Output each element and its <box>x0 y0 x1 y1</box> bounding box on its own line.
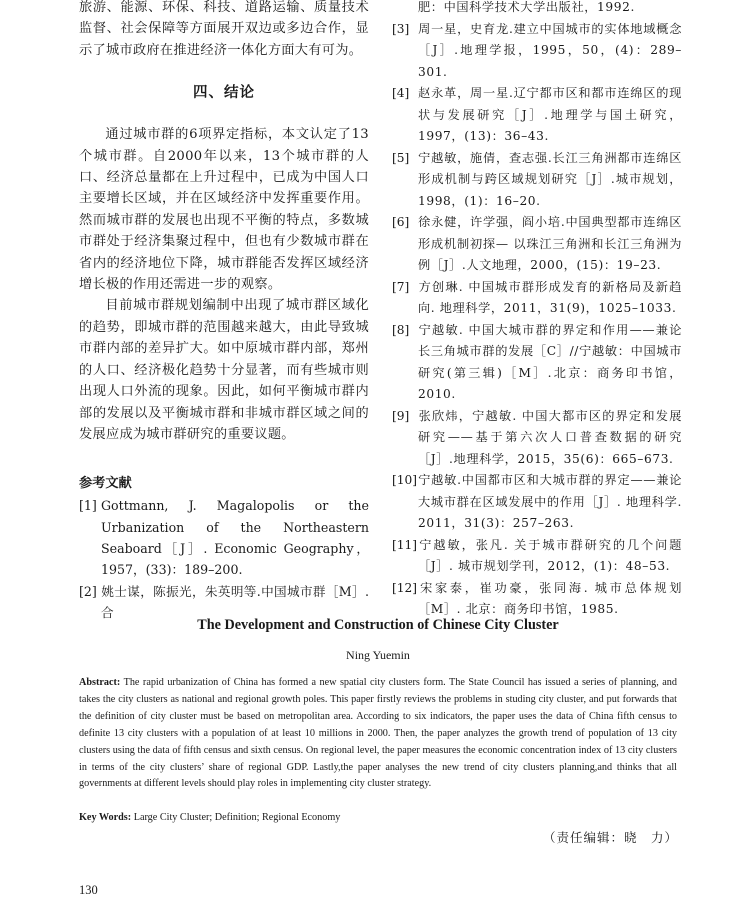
reference-text: 宋家泰，崔功豪，张同海. 城市总体规划［M］. 北京：商务印书馆，1985. <box>418 580 682 616</box>
reference-number: [11] <box>392 537 418 552</box>
abstract-label: Abstract: <box>79 677 121 688</box>
english-title: The Development and Construction of Chinese City Cluster <box>197 617 559 633</box>
reference-text: Gottmann, J. Magalopolis or the Urbanization of the Northeastern Seaboard［J］. Economic Geography，1957，(33)：189–200. <box>101 498 369 578</box>
english-abstract <box>79 675 677 793</box>
keywords-text: Large City Cluster; Definition; Regional Economy <box>133 812 341 823</box>
references-heading: 参考文献 <box>79 476 132 492</box>
reference-item <box>392 83 682 148</box>
right-column <box>392 0 682 621</box>
reference-text: 宁越敏.中国都市区和大城市群的界定——兼论大城市群在区域发展中的作用［J］. 地理科学. 2011，31(3)：257–263. <box>418 473 682 530</box>
reference-text: 赵永革，周一星.辽宁都市区和都市连绵区的现状与发展研究［J］.地理学与国土研究，1997，(13)：36–43. <box>418 86 682 143</box>
reference-text: 宁越敏. 中国大城市群的界定和作用——兼论长三角城市群的发展［C］//宁越敏：中国城市研究(第三辑)［M］.北京：商务印书馆，2010. <box>418 322 682 401</box>
reference-text: 方创琳. 中国城市群形成发育的新格局及新趋向. 地理科学，2011，31(9)，1025–1033. <box>418 279 682 315</box>
english-keywords <box>79 812 677 823</box>
reference-number: [10] <box>392 473 418 487</box>
reference-text: 徐永健，许学强，阎小培.中国典型都市连绵区形成机制初探— 以珠江三角洲和长江三角洲为例［J］.人文地理，2000，(15)：19–23. <box>418 215 682 272</box>
reference-text: 周一星，史育龙.建立中国城市的实体地域概念［J］.地理学报，1995，50，(4)：289–301. <box>418 21 682 79</box>
reference-item <box>392 212 682 277</box>
reference-item <box>392 406 682 471</box>
reference-item <box>392 535 682 578</box>
reference-item <box>392 19 682 84</box>
reference-number: [3] <box>392 21 410 36</box>
reference-number: [4] <box>392 86 410 100</box>
page-number: 130 <box>79 883 98 897</box>
reference-number: [1] <box>79 498 97 514</box>
editor-note: （责任编辑：晓 力） <box>542 830 678 845</box>
reference-item <box>392 320 682 406</box>
section-title: 四、结论 <box>193 84 255 102</box>
reference-item <box>392 470 682 535</box>
reference-item <box>79 495 369 580</box>
keywords-label: Key Words: <box>79 812 132 823</box>
conclusion-paragraph-1: 通过城市群的6项界定指标，本文认定了13个城市群。自2000年以来，13个城市群的人口、经济总量都在上升过程中，已成为中国人口主要增长区域，并在区域经济中发挥重要作用。然而城市群的发展也出现不平衡的特点，多数城市群处于经济集聚过程中，但也有少数城市群在省内的经济地位下降，城市群能否发挥区域经济增长极的作用还需进一步的观察。 <box>79 127 369 293</box>
reference-number: [12] <box>392 580 418 595</box>
reference-item <box>392 148 682 213</box>
reference-continuation: 肥：中国科学技术大学出版社，1992. <box>418 0 635 14</box>
reference-number: [5] <box>392 150 410 165</box>
reference-item <box>392 578 682 621</box>
left-column <box>79 0 369 623</box>
reference-number: [2] <box>79 583 97 599</box>
reference-text: 宁越敏，张凡. 关于城市群研究的几个问题［J］. 城市规划学刊，2012，(1)：48–53. <box>418 537 682 573</box>
conclusion-paragraph-2: 目前城市群规划编制中出现了城市群区域化的趋势，即城市群的范围越来越大，由此导致城市群内部的差异扩大。如中原城市群内部，郑州的人口、经济极化趋势十分显著，而有些城市则出现人口外流的现象。因此，如何平衡城市群内部的发展以及平衡城市群和非城市群区域之间的发展应成为城市群研究的重要议题。 <box>79 298 369 442</box>
reference-text: 姚士谋，陈振光，朱英明等.中国城市群［M］.合 <box>101 583 369 620</box>
reference-text: 张欣炜，宁越敏. 中国大都市区的界定和发展研究——基于第六次人口普查数据的研究［J］.地理科学，2015，35(6)：665–673. <box>418 408 682 466</box>
intro-continuation: 旅游、能源、环保、科技、道路运输、质量技术监督、社会保障等方面展开双边或多边合作，显示了城市政府在推进经济一体化方面大有可为。 <box>79 0 369 58</box>
reference-number: [6] <box>392 215 410 229</box>
reference-number: [7] <box>392 279 410 294</box>
abstract-text: The rapid urbanization of China has formed a new spatial city clusters form. The State Council has issued a series of planning, and takes the city clusters as national and regional growth poles. This paper firstly reviews the problems in studing city cluster, and put forwards that the definition of city cluster must be based on metropolitan area. According to six indicators, the paper uses the data of China fifth census to definite 13 city clusters with a population of at least 10 millions in 2000. Then, the paper analyzes the growth trend of population of 13 city clusters using the data of fifth census and sixth census. On regional level, the paper measures the economic concentration index of 13 city clusters in terms of the city clusters’ share of regional GDP. Lastly,the paper analyses the new trend of city clusters planning,and thinks that all governments at different levels should play roles in implementing city cluster strategy. <box>79 677 677 790</box>
reference-item <box>392 277 682 320</box>
reference-text: 宁越敏，施倩，查志强.长江三角洲都市连绵区形成机制与跨区域规划研究［J］.城市规划，1998，(1)：16–20. <box>418 150 682 208</box>
english-author: Ning Yuemin <box>346 648 410 662</box>
reference-number: [8] <box>392 322 410 337</box>
reference-number: [9] <box>392 408 410 423</box>
